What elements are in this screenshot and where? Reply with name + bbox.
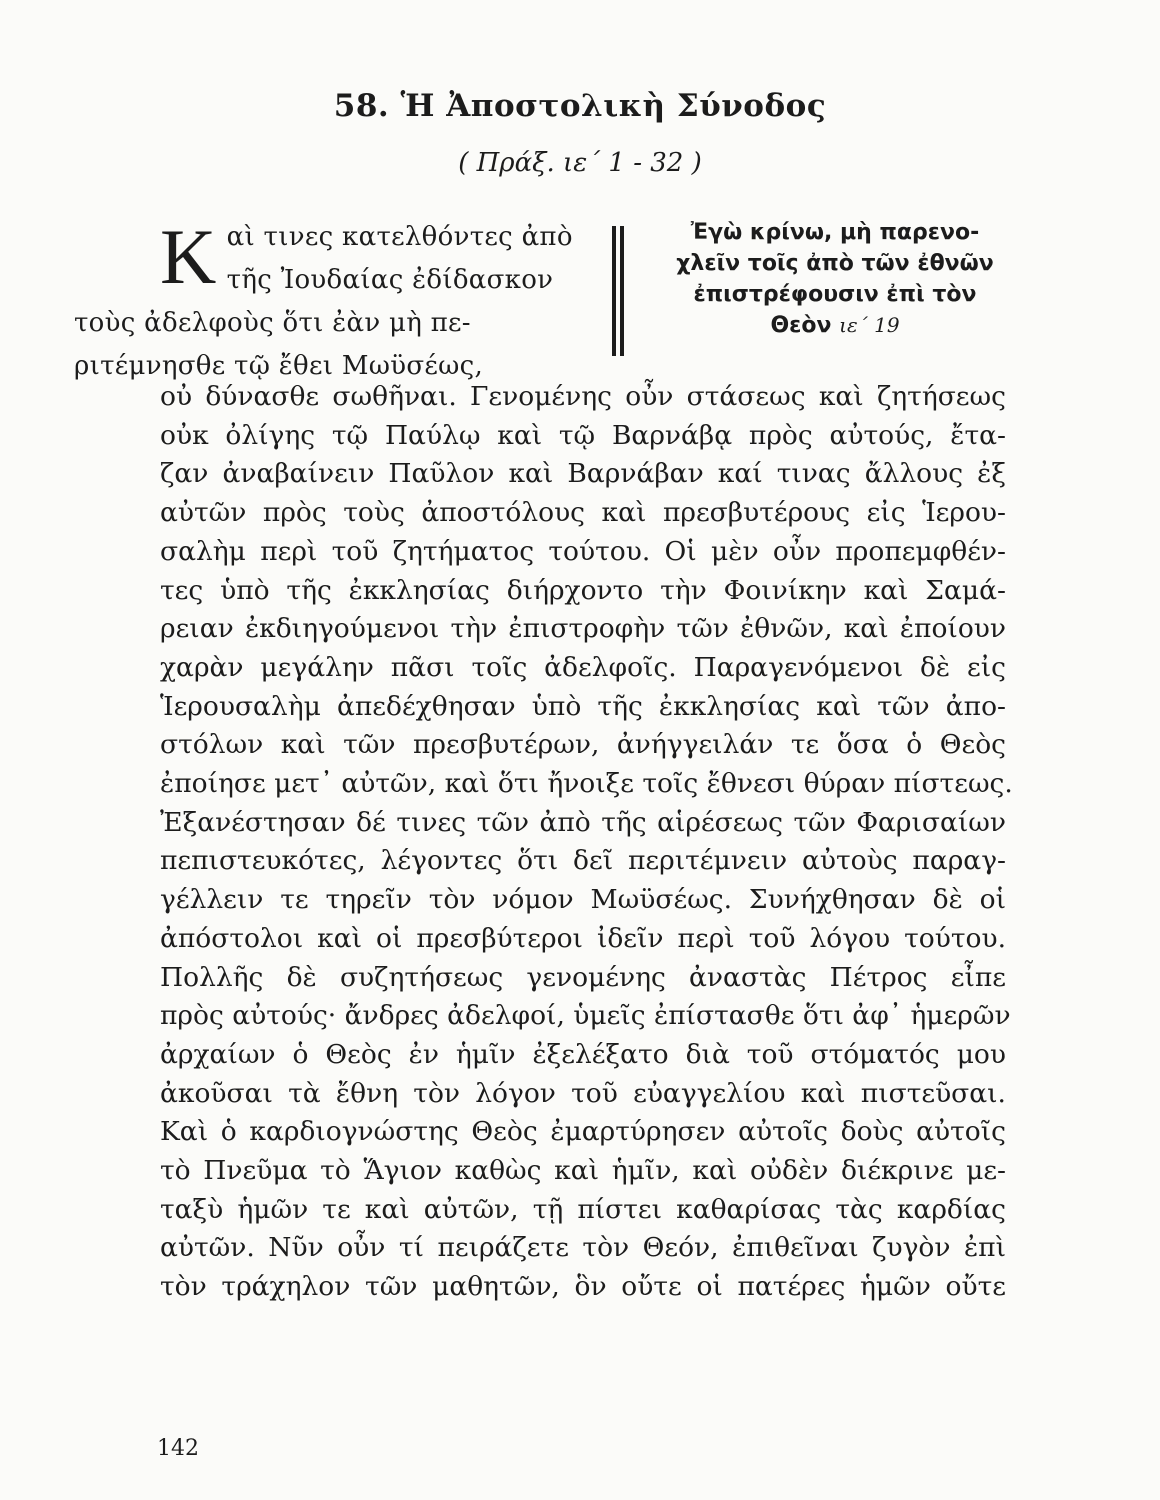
divider-rule xyxy=(612,226,616,356)
chapter-title: 58. Ἡ Ἀποστολικὴ Σύνοδος xyxy=(333,88,827,124)
body-line: οὐκ ὀλίγης τῷ Παύλῳ καὶ τῷ Βαρνάβᾳ πρὸς αὐτούς, ἔτα- xyxy=(160,419,1006,451)
scripture-reference: ( Πράξ. ιε΄ 1 - 32 ) xyxy=(458,148,702,178)
body-line: χαρὰν μεγάλην πᾶσι τοῖς ἀδελφοῖς. Παραγενόμενοι δὲ εἰς xyxy=(160,651,1006,683)
body-line: ἀκοῦσαι τὰ ἔθνη τὸν λόγον τοῦ εὐαγγελίου καὶ πιστεῦσαι. xyxy=(160,1077,1006,1109)
intro-line: ριτέμνησθε τῷ ἔθει Μωϋσέως, xyxy=(74,351,484,381)
body-line: ἐποίησε μετ᾽ αὐτῶν, καὶ ὅτι ἤνοιξε τοῖς ἔθνεσι θύραν πίστεως. xyxy=(160,768,1013,800)
body-line: πρὸς αὐτούς· ἄνδρες ἀδελφοί, ὑμεῖς ἐπίστασθε ὅτι ἀφ᾽ ἡμερῶν xyxy=(160,1000,1011,1032)
body-text xyxy=(160,378,1013,1307)
key-verse-reference: ιε΄ 19 xyxy=(839,313,900,337)
body-line: σαλὴμ περὶ τοῦ ζητήματος τούτου. Οἱ μὲν οὖν προπεμφθέν- xyxy=(160,535,1006,567)
body-line: ἀπόστολοι καὶ οἱ πρεσβύτεροι ἰδεῖν περὶ τοῦ λόγου τούτου. xyxy=(160,922,1006,954)
body-line: Καὶ ὁ καρδιογνώστης Θεὸς ἐμαρτύρησεν αὐτοῖς δοὺς αὐτοῖς xyxy=(160,1116,1006,1148)
body-line: Πολλῆς δὲ συζητήσεως γενομένης ἀναστὰς Πέτρος εἶπε xyxy=(160,961,1006,993)
key-verse-line: χλεῖν τοῖς ἀπὸ τῶν ἐθνῶν xyxy=(676,251,994,276)
body-line: ζαν ἀναβαίνειν Παῦλον καὶ Βαρνάβαν καί τινας ἄλλους ἐξ xyxy=(160,458,1006,490)
body-line: αὐτῶν πρὸς τοὺς ἀποστόλους καὶ πρεσβυτέρους εἰς Ἱερου- xyxy=(160,497,1006,529)
intro-line: αὶ τινες κατελθόντες ἀπὸ xyxy=(226,222,573,252)
body-line: οὐ δύνασθε σωθῆναι. Γενομένης οὖν στάσεως καὶ ζητήσεως xyxy=(160,381,1006,412)
intro-paragraph xyxy=(74,213,600,388)
intro-line: τοὺς ἀδελφοὺς ὅτι ἐὰν μὴ πε- xyxy=(74,308,471,338)
body-line: γέλλειν τε τηρεῖν τὸν νόμον Μωϋσέως. Συνήχθησαν δὲ οἱ xyxy=(160,884,1006,916)
intro-line: τῆς Ἰουδαίας ἐδίδασκον xyxy=(226,265,554,295)
divider-rule xyxy=(620,226,624,356)
body-line: αὐτῶν. Νῦν οὖν τί πειράζετε τὸν Θεόν, ἐπιθεῖναι ζυγὸν ἐπὶ xyxy=(160,1232,1006,1264)
key-verse-line: ἐπιστρέφουσιν ἐπὶ τὸν xyxy=(693,282,977,307)
body-line: τὸ Πνεῦμα τὸ Ἅγιον καθὼς καὶ ἡμῖν, καὶ οὐδὲν διέκρινε με- xyxy=(160,1155,1006,1187)
body-line: τὸν τράχηλον τῶν μαθητῶν, ὃν οὔτε οἱ πατέρες ἡμῶν οὔτε xyxy=(160,1271,1006,1303)
body-line: πεπιστευκότες, λέγοντες ὅτι δεῖ περιτέμνειν αὐτοὺς παραγ- xyxy=(160,845,1006,877)
key-verse-last-line xyxy=(645,310,1025,341)
key-verse-line: Ἐγὼ κρίνω, μὴ παρενο- xyxy=(690,220,980,245)
body-line: Ἐξανέστησαν δέ τινες τῶν ἀπὸ τῆς αἱρέσεως τῶν Φαρισαίων xyxy=(160,806,1006,838)
body-line: ταξὺ ἡμῶν τε καὶ αὐτῶν, τῇ πίστει καθαρίσας τὰς καρδίας xyxy=(160,1193,1006,1225)
body-line: τες ὑπὸ τῆς ἐκκλησίας διήρχοντο τὴν Φοινίκην καὶ Σαμά- xyxy=(160,574,1006,606)
body-line: ἀρχαίων ὁ Θεὸς ἐν ἡμῖν ἐξελέξατο διὰ τοῦ στόματός μου xyxy=(160,1038,1006,1070)
drop-cap: Κ xyxy=(160,213,217,300)
body-line: Ἱερουσαλὴμ ἀπεδέχθησαν ὑπὸ τῆς ἐκκλησίας καὶ τῶν ἀπο- xyxy=(160,690,1006,722)
page-number: 142 xyxy=(157,1436,199,1461)
body-line: στόλων καὶ τῶν πρεσβυτέρων, ἀνήγγειλάν τε ὅσα ὁ Θεὸς xyxy=(160,729,1006,761)
body-line: ρειαν ἐκδιηγούμενοι τὴν ἐπιστροφὴν τῶν ἐθνῶν, καὶ ἐποίουν xyxy=(160,613,1006,645)
key-verse-box xyxy=(645,217,1025,341)
key-verse-line: Θεὸν xyxy=(770,313,832,338)
